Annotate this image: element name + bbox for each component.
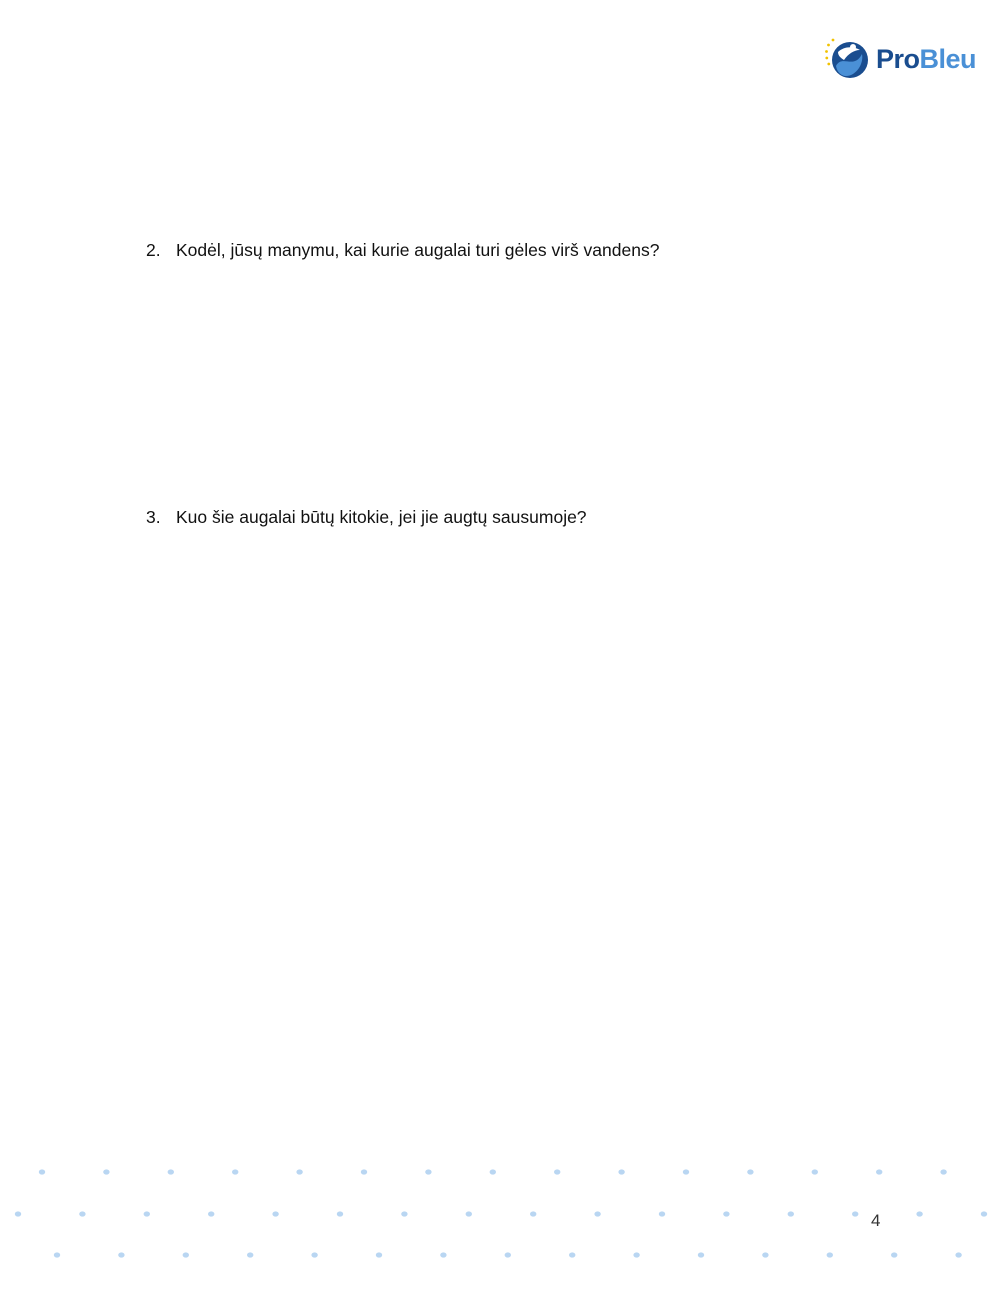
footer-dot [183, 1252, 189, 1257]
footer-dot [232, 1169, 238, 1174]
question-3 [146, 507, 587, 529]
footer-dot [659, 1211, 665, 1216]
footer-dot [144, 1211, 150, 1216]
footer-dot [852, 1211, 858, 1216]
footer-dot [747, 1169, 753, 1174]
footer-dot [490, 1169, 496, 1174]
footer-dot [633, 1252, 639, 1257]
footer-dot [247, 1252, 253, 1257]
footer-dot [981, 1211, 987, 1216]
footer-dot [466, 1211, 472, 1216]
footer-dot [827, 1252, 833, 1257]
footer-dot [39, 1169, 45, 1174]
footer-dot [376, 1252, 382, 1257]
footer-dot [698, 1252, 704, 1257]
footer-dot [103, 1169, 109, 1174]
footer-dot [79, 1211, 85, 1216]
footer-dot [594, 1211, 600, 1216]
footer-dot [311, 1252, 317, 1257]
question-2 [146, 240, 659, 262]
footer-dot [296, 1169, 302, 1174]
footer-dot [569, 1252, 575, 1257]
footer-dot [955, 1252, 961, 1257]
footer-dot [812, 1169, 818, 1174]
question-number: 2. [146, 240, 161, 260]
probleu-logo [824, 36, 976, 82]
footer-dot [168, 1169, 174, 1174]
footer-dot [554, 1169, 560, 1174]
footer-dot [940, 1169, 946, 1174]
logo-text-pro: Pro [875, 43, 920, 74]
footer-dot [891, 1252, 897, 1257]
footer-dot [361, 1169, 367, 1174]
footer-dot [916, 1211, 922, 1216]
footer-dot [440, 1252, 446, 1257]
probleu-wordmark [875, 43, 976, 74]
footer-dot [876, 1169, 882, 1174]
footer-dot [208, 1211, 214, 1216]
footer-dot [118, 1252, 124, 1257]
question-text: Kodėl, jūsų manymu, kai kurie augalai turi gėles virš vandens? [176, 240, 660, 260]
footer-dot [505, 1252, 511, 1257]
footer-dot [683, 1169, 689, 1174]
footer-dot [401, 1211, 407, 1216]
footer-dot-pattern [0, 1150, 1000, 1280]
footer-dot [618, 1169, 624, 1174]
logo-text-bleu: Bleu [919, 43, 976, 74]
question-number: 3. [146, 507, 161, 527]
footer-dot [723, 1211, 729, 1216]
footer-dot [425, 1169, 431, 1174]
question-text: Kuo šie augalai būtų kitokie, jei jie augtų sausumoje? [176, 507, 587, 527]
footer-dot [762, 1252, 768, 1257]
footer-dot [15, 1211, 21, 1216]
probleu-logo-icon [824, 36, 870, 82]
footer-dot [272, 1211, 278, 1216]
footer-dot [54, 1252, 60, 1257]
footer-dot [337, 1211, 343, 1216]
footer-dot [530, 1211, 536, 1216]
footer-dot [788, 1211, 794, 1216]
page-number: 4 [871, 1211, 881, 1230]
